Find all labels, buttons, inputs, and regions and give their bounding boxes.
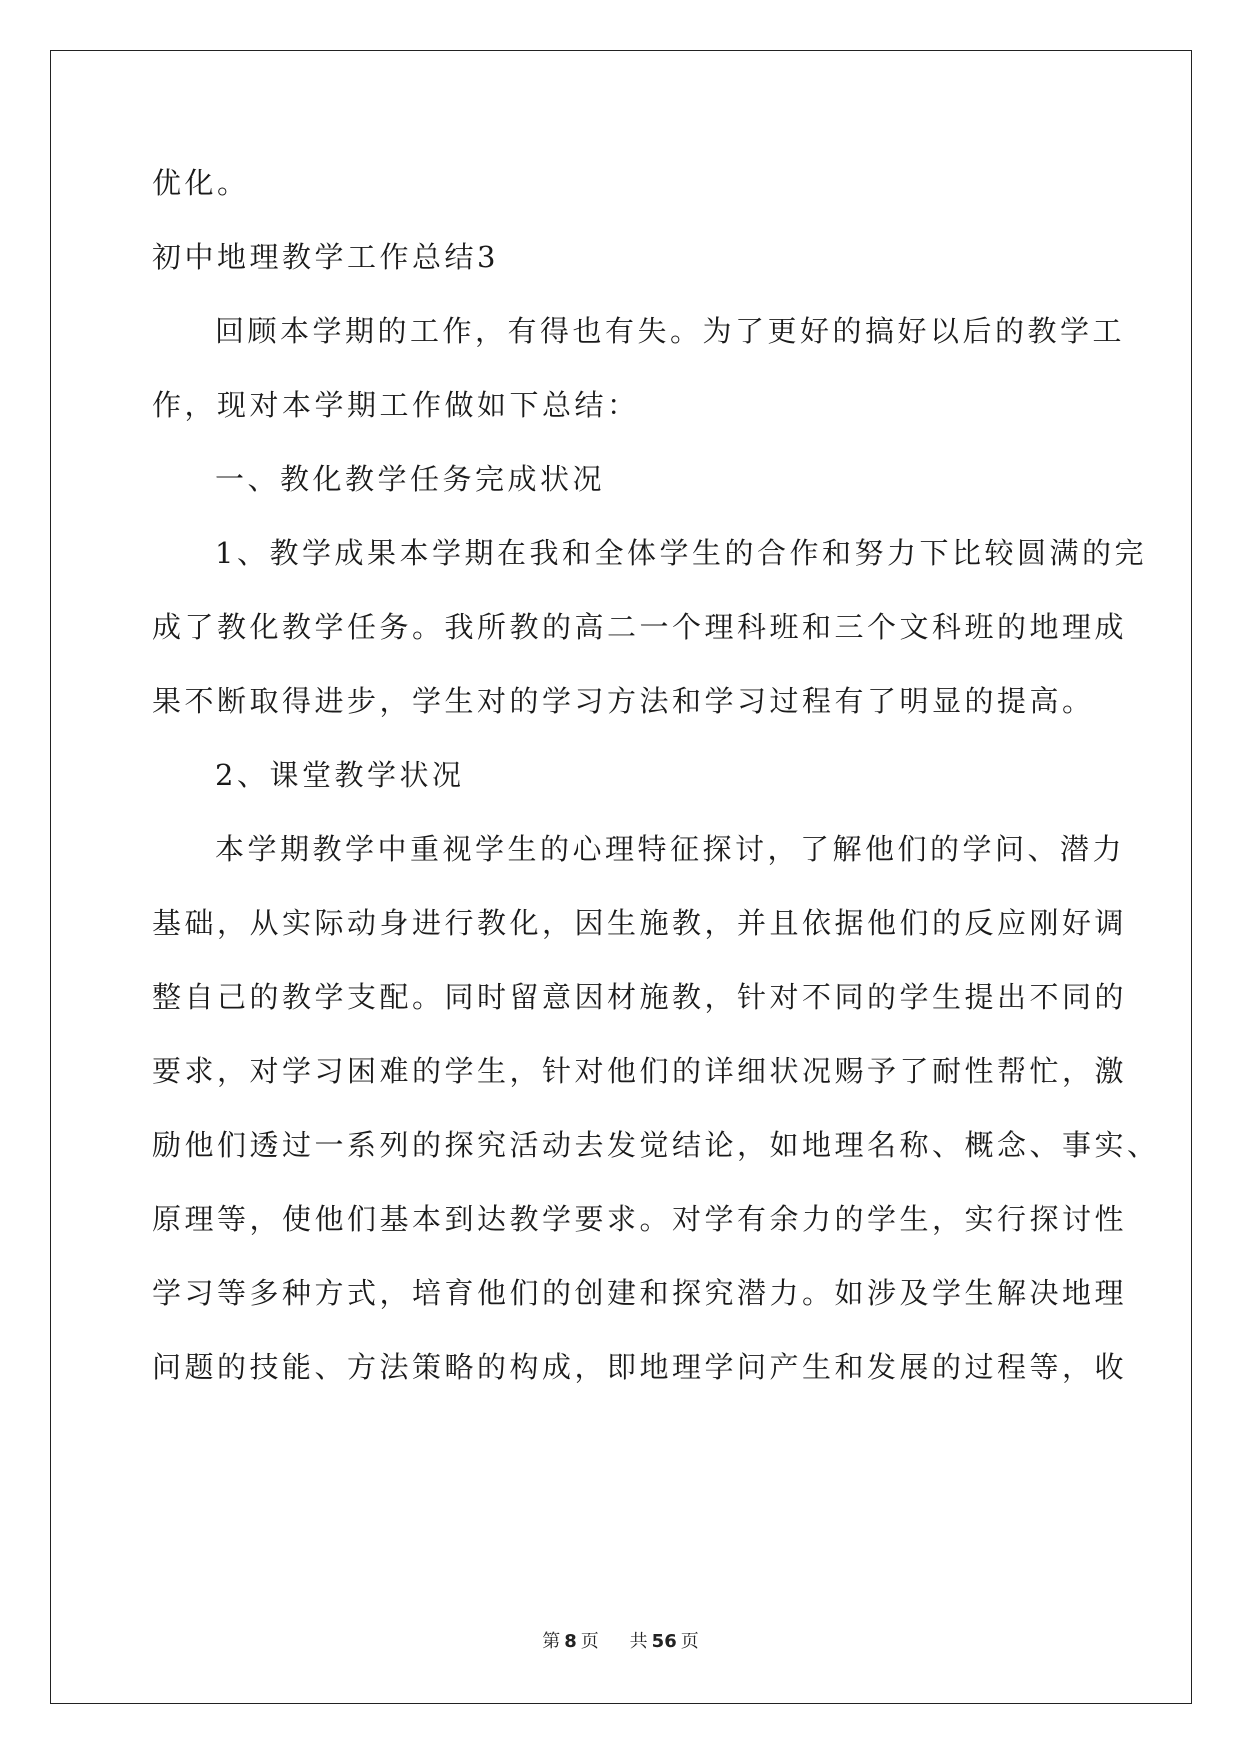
page-footer xyxy=(0,1627,1241,1653)
text-line: 励他们透过一系列的探究活动去发觉结论，如地理名称、概念、事实、 xyxy=(152,1128,1160,1162)
text-line: 回顾本学期的工作，有得也有失。为了更好的搞好以后的教学工 xyxy=(215,314,1126,348)
text-line: 原理等，使他们基本到达教学要求。对学有余力的学生，实行探讨性 xyxy=(152,1202,1128,1236)
page-number-label: 第 8 页 xyxy=(542,1631,599,1652)
text-line: 整自己的教学支配。同时留意因材施教，针对不同的学生提出不同的 xyxy=(152,980,1128,1014)
text-line: 基础，从实际动身进行教化，因生施教，并且依据他们的反应刚好调 xyxy=(152,906,1128,940)
text-line: 本学期教学中重视学生的心理特征探讨，了解他们的学问、潜力 xyxy=(215,832,1126,866)
subheading: 一、教化教学任务完成状况 xyxy=(215,462,606,496)
text-line: 作，现对本学期工作做如下总结： xyxy=(152,388,640,422)
text-line: 果不断取得进步，学生对的学习方法和学习过程有了明显的提高。 xyxy=(152,684,1095,718)
text-line: 成了教化教学任务。我所教的高二一个理科班和三个文科班的地理成 xyxy=(152,610,1128,644)
text-line: 学习等多种方式，培育他们的创建和探究潜力。如涉及学生解决地理 xyxy=(152,1276,1128,1310)
text-line: 问题的技能、方法策略的构成，即地理学问产生和发展的过程等，收 xyxy=(152,1350,1128,1384)
section-title: 初中地理教学工作总结3 xyxy=(152,240,499,274)
text-line: 1、教学成果本学期在我和全体学生的合作和努力下比较圆满的完 xyxy=(215,536,1147,570)
subheading: 2、课堂教学状况 xyxy=(215,758,465,792)
total-pages-label: 共 56 页 xyxy=(629,1631,699,1652)
text-line: 优化。 xyxy=(152,166,250,200)
text-line: 要求，对学习困难的学生，针对他们的详细状况赐予了耐性帮忙，激 xyxy=(152,1054,1128,1088)
page-border xyxy=(50,50,1192,1704)
